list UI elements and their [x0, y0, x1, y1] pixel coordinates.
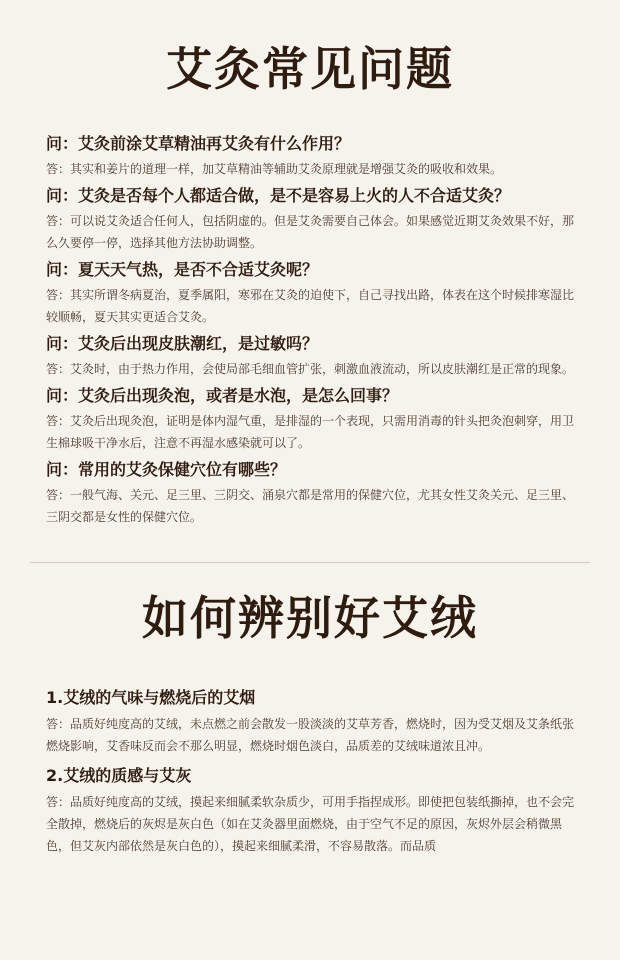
faq-question: 问：常用的艾灸保健穴位有哪些？	[46, 460, 287, 479]
faq-item	[46, 184, 574, 254]
identify-title: 如何辨别好艾绒	[142, 591, 478, 645]
faq-question: 问：夏天天气热，是否不合适艾灸呢？	[46, 260, 319, 279]
identify-text: 答：品质好纯度高的艾绒，未点燃之前会散发一股淡淡的艾草芳香，燃烧时，因为受艾烟及艾条纸张燃烧影响，艾香味反而会不那么明显，燃烧时烟色淡白，品质差的艾绒味道浓且冲。	[46, 717, 575, 753]
faq-question: 问：艾灸后出现皮肤潮红，是过敏吗？	[46, 334, 319, 353]
faq-title: 艾灸常见问题	[166, 42, 454, 96]
faq-question: 问：艾灸是否每个人都适合做，是不是容易上火的人不合适艾灸？	[46, 186, 511, 205]
identify-item	[46, 763, 574, 857]
faq-question: 问：艾灸前涂艾草精油再艾灸有什么作用？	[46, 134, 351, 153]
faq-answer: 答：其实和姜片的道理一样，加艾草精油等辅助艾灸原理就是增强艾灸的吸收和效果。	[46, 162, 503, 176]
faq-item	[46, 258, 574, 328]
identify-item	[46, 685, 574, 757]
identify-text: 答：品质好纯度高的艾绒，摸起来细腻柔软杂质少，可用手指捏成形。即使把包装纸撕掉，也不会完全散掉，燃烧后的灰烬是灰白色（如在艾灸器里面燃烧，由于空气不足的原因，灰烬外层会稍微黑色，但艾灰内部依然是灰白色的），摸起来细腻柔滑，不容易散落。而品质	[46, 795, 575, 853]
faq-answer: 答：艾灸后出现灸泡，证明是体内湿气重，是排湿的一个表现，只需用消毒的针头把灸泡刺穿，用卫生棉球吸干净水后，注意不再湿水感染就可以了。	[46, 414, 575, 450]
faq-answer: 答：其实所谓冬病夏治，夏季属阳，寒邪在艾灸的迫使下，自己寻找出路，体表在这个时候排寒湿比较顺畅，夏天其实更适合艾灸。	[46, 288, 575, 324]
identify-list	[0, 685, 620, 857]
identify-heading: 2.艾绒的质感与艾灰	[46, 766, 192, 785]
faq-item	[46, 384, 574, 454]
faq-answer: 答：艾灸时，由于热力作用，会使局部毛细血管扩张，刺激血液流动，所以皮肤潮红是正常的现象。	[46, 362, 575, 376]
faq-item	[46, 332, 574, 380]
faq-item	[46, 132, 574, 180]
faq-question: 问：艾灸后出现灸泡，或者是水泡，是怎么回事？	[46, 386, 399, 405]
faq-list	[0, 132, 620, 528]
faq-item	[46, 458, 574, 528]
faq-answer: 答：一般气海、关元、足三里、三阴交、涌泉穴都是常用的保健穴位，尤其女性艾灸关元、足三里、三阴交都是女性的保健穴位。	[46, 488, 575, 524]
section-divider	[30, 562, 590, 563]
faq-answer: 答：可以说艾灸适合任何人，包括阴虚的。但是艾灸需要自己体会。如果感觉近期艾灸效果不好，那么久要停一停，选择其他方法协助调整。	[46, 214, 575, 250]
identify-heading: 1.艾绒的气味与燃烧后的艾烟	[46, 688, 256, 707]
